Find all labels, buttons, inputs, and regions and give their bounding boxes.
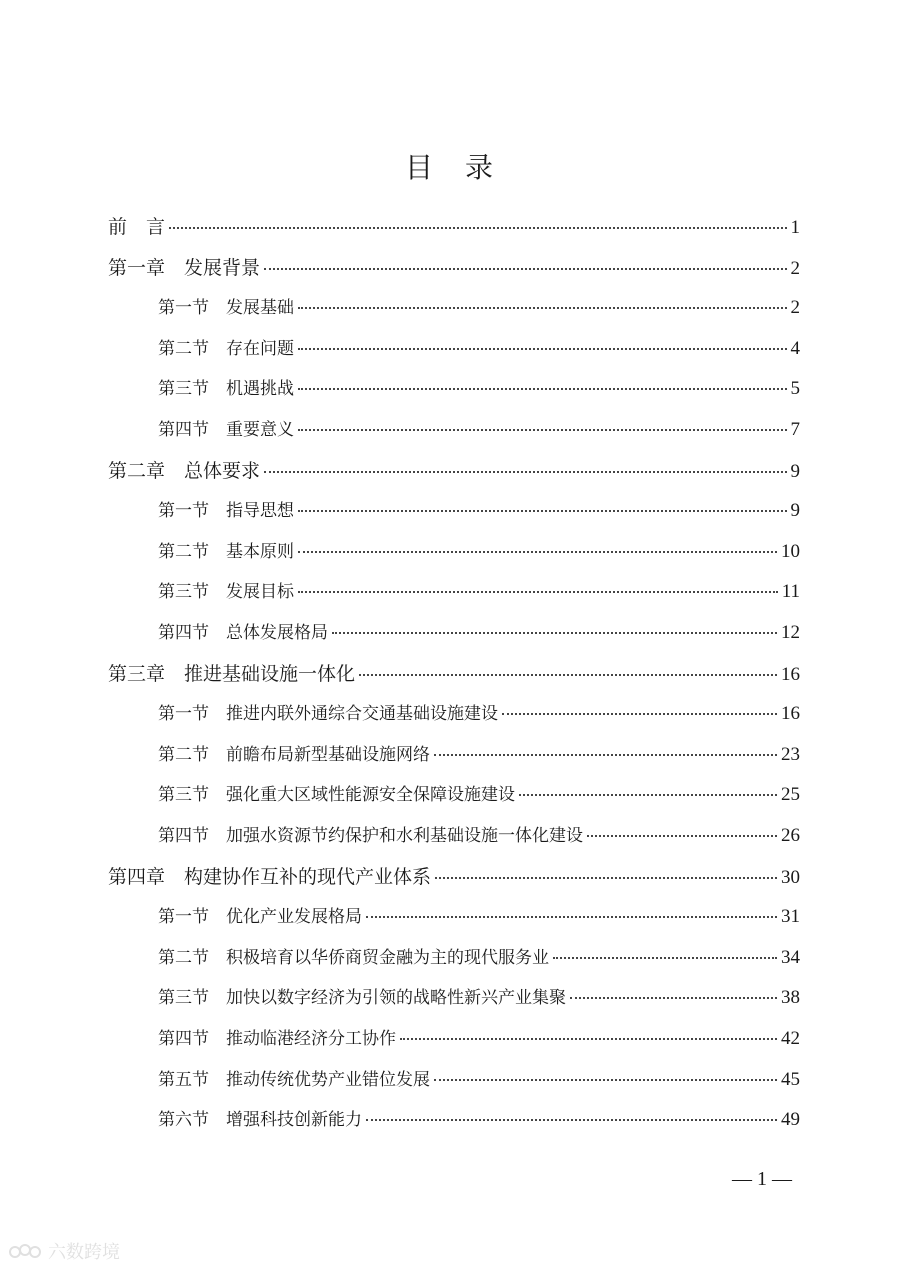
toc-entry[interactable] (158, 902, 800, 928)
watermark (8, 1238, 120, 1264)
toc-entry-page-number: 12 (781, 622, 800, 643)
toc-entry-page-number: 5 (790, 378, 800, 400)
toc-entry[interactable] (108, 212, 800, 239)
dot-leader (298, 307, 787, 309)
toc-entry[interactable] (158, 577, 800, 603)
page-number: — 1 — (732, 1168, 792, 1190)
toc-entry[interactable] (158, 699, 800, 725)
dot-leader (169, 227, 786, 229)
dot-leader (366, 916, 777, 918)
toc-entry-label: 第一节 优化产业发展格局 (158, 907, 362, 928)
dot-leader (502, 713, 777, 715)
toc-entry[interactable] (158, 821, 800, 847)
dot-leader (519, 794, 777, 796)
toc-entry-label: 第四章 构建协作互补的现代产业体系 (108, 865, 432, 888)
toc-entry-page-number: 45 (781, 1068, 800, 1090)
toc-entry-label: 第一节 指导思想 (158, 501, 294, 522)
dot-leader (434, 754, 777, 756)
toc-entry-page-number: 4 (790, 337, 800, 359)
toc-entry[interactable] (158, 374, 800, 400)
toc-entry-page-number: 10 (781, 540, 800, 562)
toc-entry-page-number: 25 (781, 784, 800, 806)
toc-entry[interactable] (158, 496, 800, 522)
dot-leader (587, 835, 777, 837)
toc-entry-label: 第四节 推动临港经济分工协作 (158, 1029, 396, 1049)
dot-leader (264, 268, 786, 270)
toc-entry-label: 第四节 加强水资源节约保护和水利基础设施一体化建设 (158, 826, 583, 846)
dot-leader (553, 957, 777, 959)
toc-entry[interactable] (158, 293, 800, 319)
toc-entry[interactable] (158, 943, 800, 969)
dot-leader (298, 348, 787, 350)
toc-entry[interactable] (108, 456, 800, 483)
dot-leader (264, 471, 786, 473)
dot-leader (435, 877, 777, 879)
toc-entry[interactable] (158, 780, 800, 806)
toc-entry[interactable] (108, 862, 800, 889)
toc-entry-page-number: 49 (781, 1109, 800, 1131)
toc-entry-label: 第四节 总体发展格局 (158, 623, 328, 643)
toc-entry-label: 第一章 发展背景 (108, 256, 261, 279)
toc-entry-page-number: 31 (781, 906, 800, 928)
toc-entry-label: 第二节 基本原则 (158, 541, 294, 562)
dot-leader (298, 429, 787, 431)
dot-leader (298, 510, 787, 512)
toc-entry-page-number: 30 (781, 866, 800, 888)
dot-leader (332, 632, 777, 634)
toc-entry[interactable] (108, 659, 800, 686)
dot-leader (366, 1119, 777, 1121)
page-title: 目 录 (404, 151, 495, 184)
toc-entry[interactable] (158, 983, 800, 1009)
dot-leader (570, 997, 777, 999)
toc-entry[interactable] (158, 740, 800, 766)
toc-entry-label: 第五节 推动传统优势产业错位发展 (158, 1069, 430, 1090)
toc-entry-label: 第二节 存在问题 (158, 338, 294, 359)
toc-entry-page-number: 2 (790, 257, 800, 279)
toc-entry-label: 第一节 发展基础 (158, 298, 294, 319)
toc-entry[interactable] (158, 415, 800, 441)
toc-entry-label: 第四节 重要意义 (158, 420, 294, 440)
toc-entry-label: 第二节 积极培育以华侨商贸金融为主的现代服务业 (158, 947, 549, 968)
toc-entry-label: 第二节 前瞻布局新型基础设施网络 (158, 744, 430, 765)
toc-entry-label: 第三节 强化重大区域性能源安全保障设施建设 (158, 785, 515, 806)
toc-entry-label: 前 言 (108, 216, 166, 238)
dot-leader (298, 591, 778, 593)
toc-entry[interactable] (158, 537, 800, 563)
toc-entry[interactable] (158, 1024, 800, 1050)
toc-entry-page-number: 1 (790, 217, 800, 238)
toc-entry[interactable] (158, 334, 800, 360)
toc-entry-page-number: 11 (781, 581, 800, 603)
toc-entry-page-number: 16 (781, 703, 800, 725)
toc-entry-label: 第一节 推进内联外通综合交通基础设施建设 (158, 704, 498, 725)
dot-leader (434, 1079, 777, 1081)
toc-entry-page-number: 26 (781, 825, 800, 846)
watermark-text: 六数跨境 (48, 1242, 120, 1263)
watermark-logo-icon (8, 1240, 42, 1262)
toc-entry-label: 第二章 总体要求 (108, 459, 261, 482)
toc-entry-page-number: 42 (781, 1028, 800, 1049)
toc-entry-page-number: 9 (790, 500, 800, 522)
toc-entry[interactable] (158, 618, 800, 644)
toc-entry-label: 第六节 增强科技创新能力 (158, 1110, 362, 1131)
dot-leader (298, 388, 787, 390)
dot-leader (298, 551, 777, 553)
toc-entry-label: 第三节 发展目标 (158, 582, 294, 603)
toc-entry-page-number: 7 (790, 419, 800, 440)
toc-entry-page-number: 9 (790, 460, 800, 482)
dot-leader (359, 674, 777, 676)
toc-entry[interactable] (158, 1105, 800, 1131)
toc-entry[interactable] (108, 253, 800, 280)
toc-entry[interactable] (158, 1065, 800, 1091)
toc-entry-page-number: 2 (790, 297, 800, 319)
toc-entry-label: 第三章 推进基础设施一体化 (108, 662, 356, 685)
toc-entry-page-number: 16 (781, 663, 800, 685)
dot-leader (400, 1038, 777, 1040)
toc-entry-page-number: 38 (781, 987, 800, 1009)
toc-entry-page-number: 34 (781, 946, 800, 968)
toc-entry-page-number: 23 (781, 743, 800, 765)
toc-entry-label: 第三节 加快以数字经济为引领的战略性新兴产业集聚 (158, 988, 566, 1009)
toc-entry-label: 第三节 机遇挑战 (158, 379, 294, 400)
